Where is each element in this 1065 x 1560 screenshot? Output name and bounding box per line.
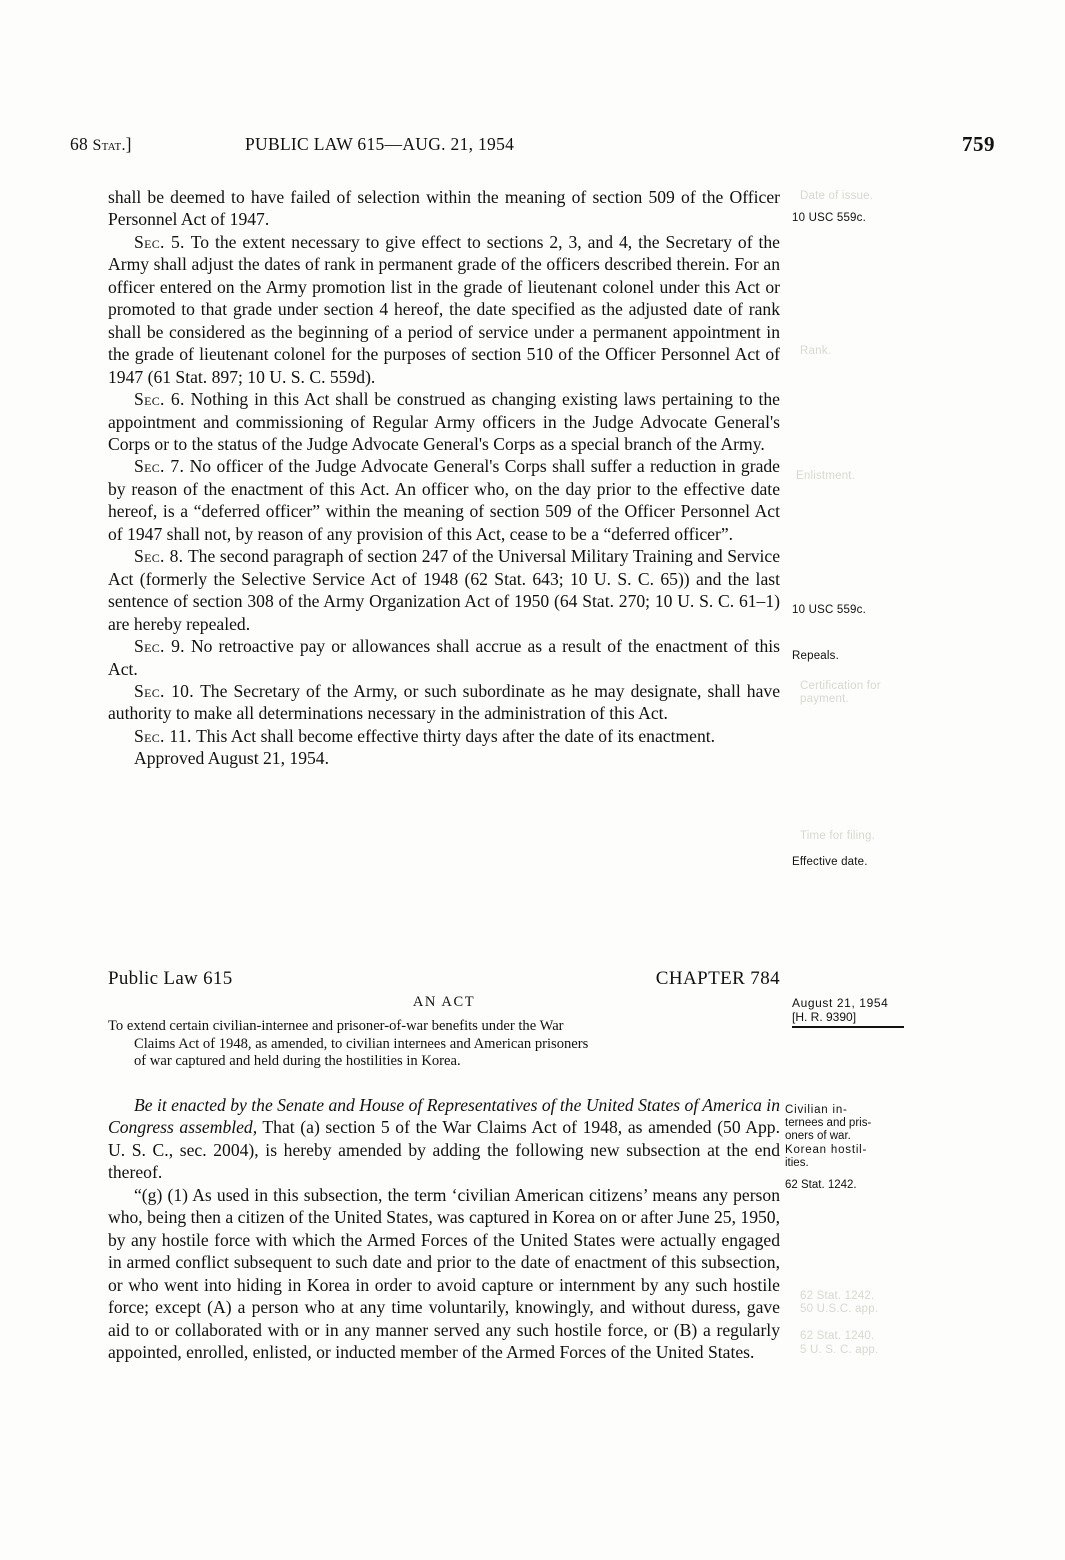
section-8-text: The second paragraph of section 247 of the Universal Military Training and Service Act (formerly the Selective Service Act of 1948 (62 Stat. 643; 10 U. S. C. 65)) and the last sentence of section 308 of the Army Organization Act of 1950 (64 Stat. 270; 10 U. S. C. 61–1) are hereby repealed. [108,546,781,634]
bleed-artifact: Date of issue. [800,190,874,202]
bleed-artifact: Rank. [800,345,832,357]
volume-word: Stat. [92,137,126,154]
enacting-section [108,1094,780,1363]
divider-rule [792,1026,904,1028]
margin-note-civilian-internees [785,1104,985,1192]
section-10 [108,680,780,725]
note-line-2: ternees and pris- [785,1117,872,1130]
section-6 [108,388,780,455]
long-title-line-2: Claims Act of 1948, as amended, to civilian internees and American prisoners [134,1035,589,1052]
act-date: August 21, 1954 [792,996,889,1010]
long-title [108,1018,780,1071]
section-5-label: Sec. 5. [134,231,185,252]
section-10-text: The Secretary of the Army, or such subordinate as he may designate, shall have authority to make all determinations necessary in the administration of this Act. [108,680,780,724]
long-title-line-1: To extend certain civilian-internee and prisoner-of-war benefits under the War [108,1018,564,1034]
section-8-label: Sec. 8. [134,546,184,567]
note-line-6: 62 Stat. 1242. [785,1179,857,1192]
bill-number: [H. R. 9390] [792,1010,857,1024]
note-line-1: Civilian in- [785,1104,848,1116]
margin-note-usc-559c-top: 10 USC 559c. [792,212,866,224]
section-9-text: No retroactive pay or allowances shall accrue as a result of the enactment of this Act. [108,636,781,679]
long-title-line-3: of war captured and held during the hostilities in Korea. [134,1053,461,1070]
main-text-column [108,186,780,770]
subsection-g: “(g) (1) As used in this subsection, the term ‘civilian American citizens’ means any person who, being then a citizen of the United States, was captured in Korea on or after June 25, 1950, by any hostile force with which the Armed Forces of the United States were actually engaged in armed conflict subsequent to such date and prior to the date of enactment of this subsection, or who went into hiding in Korea in order to avoid capture or internment by any such hostile force; except (A) a person who at any time voluntarily, knowingly, and without duress, gave aid to or collaborated with or in any manner served any such hostile force, or (B) a regularly appointed, enrolled, enlisted, or inducted member of the Armed Forces of the United States. [108,1184,780,1362]
enacting-clause-rest: That (a) section 5 of the War Claims Act of 1948, as amended (50 App. U. S. C., sec. 2004), is hereby amended by adding the following new subsection at the end thereof. [108,1117,780,1183]
section-6-label: Sec. 6. [134,389,185,410]
section-5 [108,231,780,388]
section-11-label: Sec. 11. [134,725,192,746]
section-11-text: This Act shall become effective thirty days after the date of its enactment. [196,725,716,746]
volume-bracket: ] [125,134,132,154]
enacting-clause [108,1094,780,1184]
act-date-block [792,996,982,1028]
section-9-label: Sec. 9. [134,636,185,657]
note-line-5: ities. [785,1156,809,1169]
section-7-label: Sec. 7. [134,456,185,477]
section-6-text: Nothing in this Act shall be construed as changing existing laws pertaining to the appointment and commissioning of Regular Army officers in the Judge Advocate General's Corps or to the status of the Judge Advocate General's Corps as a special branch of the Army. [108,389,780,454]
volume-number: 68 [70,134,88,154]
paragraph-continued: shall be deemed to have failed of selection within the meaning of section 509 of the Officer Personnel Act of 1947. [108,187,780,230]
chapter-number: CHAPTER 784 [655,968,780,989]
bleed-artifact: Enlistment. [796,470,856,482]
an-act-label: AN ACT [412,994,476,1010]
running-head [70,132,995,158]
running-head-title: PUBLIC LAW 615—AUG. 21, 1954 [245,134,515,154]
section-7 [108,455,780,545]
note-line-3: oners of war. [785,1130,851,1143]
volume-label [70,134,132,155]
section-8 [108,545,780,635]
enacting-clause-italic: Be it enacted by the Senate and House of Representatives of the United States of America in Congress assembled, [108,1095,780,1138]
section-5-text: To the extent necessary to give effect to sections 2, 3, and 4, the Secretary of the Army shall adjust the dates of rank in permanent grade of the officers described therein. For an officer entered on the Army promotion list in the grade of lieutenant colonel under this Act or promoted to that grade under section 4 hereof, the date specified as the adjusted date of rank shall be considered as the beginning of a period of service under a permanent appointment in the grade of lieutenant colonel for the purposes of section 510 of the Officer Personnel Act of 1947 (61 Stat. 897; 10 U. S. C. 559d). [108,231,780,387]
margin-note-repeals: Repeals. [792,650,839,662]
margin-note-usc-559c-second: 10 USC 559c. [792,604,866,616]
bleed-artifact: Certification for payment. [800,680,881,706]
margin-note-effective-date: Effective date. [792,856,868,868]
section-9 [108,635,780,680]
page-number: 759 [962,132,995,156]
approved-line: Approved August 21, 1954. [134,748,329,769]
section-10-label: Sec. 10. [134,680,194,701]
section-7-text: No officer of the Judge Advocate General's Corps shall suffer a reduction in grade by reason of the enactment of this Act. An officer who, on the day prior to the effective date hereof, is a “deferred officer” within the meaning of section 509 of the Officer Personnel Act of 1947 shall not, by reason of any provision of this Act, cease to be a “deferred officer”. [108,456,780,544]
section-11 [108,725,780,747]
bleed-artifact: 62 Stat. 1242. 50 U.S.C. app. 62 Stat. 1240. 5 U. S. C. app. [800,1290,879,1356]
note-line-4: Korean hostil- [785,1143,868,1156]
public-law-number: Public Law 615 [108,968,233,989]
bleed-artifact: Time for filing. [800,830,875,842]
